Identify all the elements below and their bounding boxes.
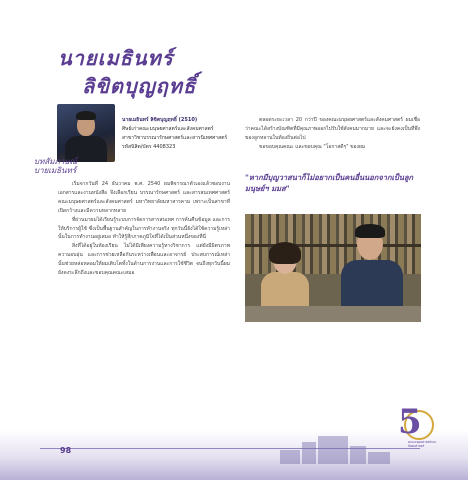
portrait-photo: [57, 104, 115, 162]
profile-info: [122, 116, 242, 152]
right-column-text: [245, 116, 420, 152]
page-number: 98: [60, 446, 72, 455]
right-paragraph: ตลอดระยะเวลา 20 กว่าปี ของคณะมนุษยศาสตร์และสังคมศาสตร์ ผมเชื่อว่าคณะได้สร้างบัณฑิตที่มีคุณภาพออกไปรับใช้สังคมมากมาย และจะยังคงเป็นที่พึ่งของลูกหลานในท้องถิ่นต่อไป: [245, 117, 420, 141]
building-illustration: [280, 436, 390, 464]
left-paragraph: ที่ผ่านมาผมได้เรียนรู้ระบบการจัดการสารสนเทศ การค้นคืนข้อมูล และการให้บริการผู้ใช้ ซึ่งเป็นพื้นฐานสำคัญในการทำงานจริง ทุกวันนี้ยังได้ใช้ความรู้เหล่านั้นในการทำงานอยู่เสมอ ทำให้รู้สึกภาคภูมิใจที่ได้เป็นส่วนหนึ่งของที่นี่: [58, 216, 230, 241]
profile-name: นายเมธินทร์ ลิขิตบุญฤทธิ์ (2510): [122, 117, 198, 123]
logo-number: 5: [398, 402, 422, 442]
title-line-2: ลิขิตบุญฤทธิ์: [82, 74, 197, 98]
anniversary-logo: [398, 404, 442, 452]
logo-text: คณะมนุษยศาสตร์และสังคมศาสตร์: [408, 440, 437, 448]
left-paragraph: สิ่งที่ได้อยู่ในห้องเรียน ไม่ได้มีเพียงความรู้ทางวิชาการ แต่ยังมีมิตรภาพ ความอบอุ่น และการช่วยเหลือกันระหว่างเพื่อนและอาจารย์ ประสบการณ์เหล่านั้นช่วยหล่อหลอมให้ผมเติบโตทั้งในด้านการงานและการใช้ชีวิต จนถึงทุกวันนี้ผมยังคงระลึกถึงและขอบคุณคณะเสมอ: [58, 243, 230, 277]
profile-line-4: รหัสนิสิต/บัตร 4408323: [122, 144, 176, 150]
signature: บทสัมภาษณ์ บายเมธินทร์: [34, 157, 77, 175]
left-column-text: [58, 180, 230, 278]
profile-line-2: ศิษย์เก่าคณะมนุษยศาสตร์และสังคมศาสตร์: [122, 126, 214, 132]
title-line-1: นายเมธินทร์: [58, 46, 174, 70]
pull-quote: "หากมีบุญวาสนาก็ไม่อยากเป็นคนอื่นนอกจากเป็นลูกมนุษย์ฯ มมส": [245, 173, 414, 193]
left-paragraph: เริ่มจากวันที่ 24 ธันวาคม พ.ศ. 2540 ผมพิจารณาตัวเองแล้วชอบงานเอกสารและงานหนังสือ จึงเลือกเรียน บรรณารักษศาสตร์ และสารสนเทศศาสตร์ คณะมนุษยศาสตร์และสังคมศาสตร์ มหาวิทยาลัยมหาสารคาม เพราะเป็นสาขาที่เปิดกว้างและมีความหลากหลาย: [58, 181, 230, 214]
right-paragraph: ขอขอบคุณคณะ และขอบคุณ "โอกาสดีๆ" ของผม: [259, 143, 366, 150]
interview-photo: [245, 214, 421, 322]
profile-line-3: สาขาวิชาบรรณารักษศาสตร์และสารนิเทศศาสตร์: [122, 135, 228, 141]
